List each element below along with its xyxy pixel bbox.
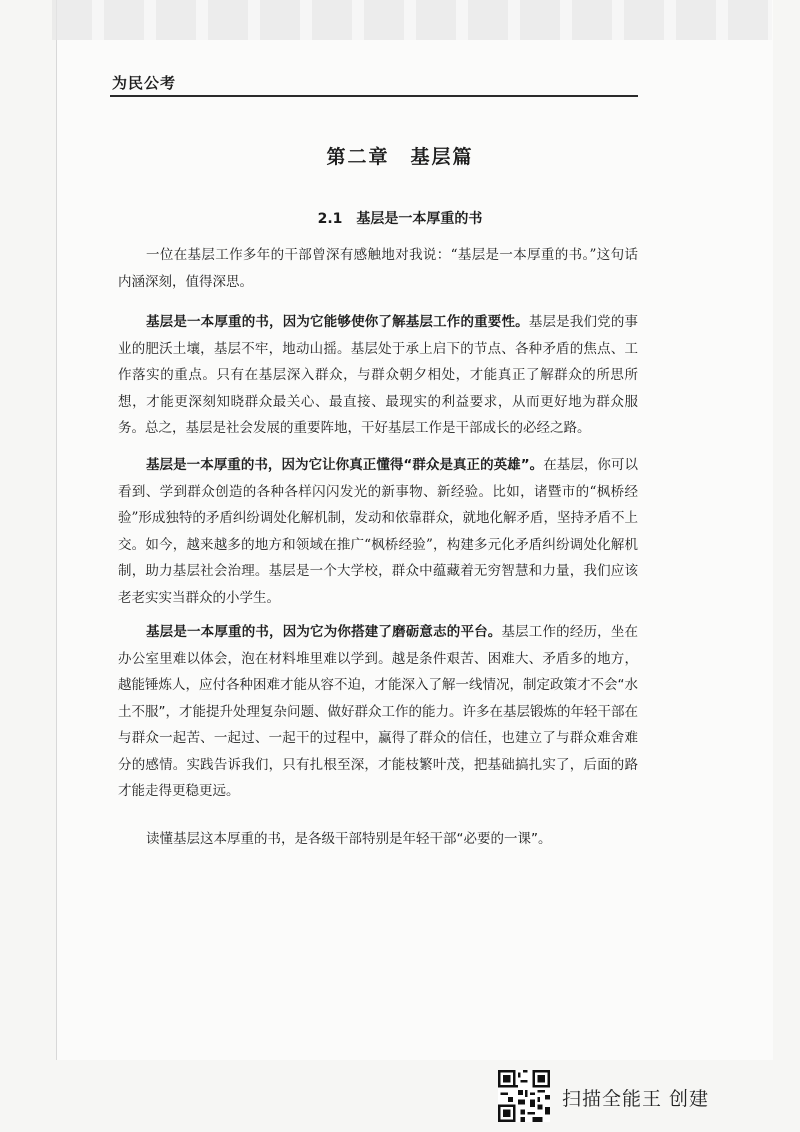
paragraph-willpower-body: 基层工作的经历，坐在办公室里难以体会，泡在材料堆里难以学到。越是条件艰苦、困难大、矛盾多的地方，越能锤炼人，应付各种困难才能从容不迫，才能深入了解一线情况，制定政策才不会“水土不服”，才能提升处理复杂问题、做好群众工作的能力。许多在基层锻炼的年轻干部在与群众一起苦、一起过、一起干的过程中，赢得了群众的信任，也建立了与群众难舍难分的感情。实践告诉我们，只有扎根至深，才能枝繁叶茂，把基础搞扎实了，后面的路才能走得更稳更远。 [118,624,639,799]
paragraph-importance-body: 基层是我们党的事业的肥沃土壤，基层不牢，地动山摇。基层处于承上启下的节点、各种矛盾的焦点、工作落实的重点。只有在基层深入群众，与群众朝夕相处，才能真正了解群众的所思所想，才能更深刻知晓群众最关心、最直接、最现实的利益要求，从而更好地为群众服务。总之，基层是社会发展的重要阵地，干好基层工作是干部成长的必经之路。 [118,314,639,436]
paragraph-heroes [118,452,638,611]
paragraph-heroes-lead: 基层是一本厚重的书，因为它让你真正懂得“群众是真正的英雄”。 [146,457,544,473]
paragraph-importance-lead: 基层是一本厚重的书，因为它能够使你了解基层工作的重要性。 [146,314,529,330]
running-head: 为民公考 [112,74,177,92]
paragraph-conclusion: 读懂基层这本厚重的书，是各级干部特别是年轻干部“必要的一课”。 [146,831,552,847]
chapter-title: 第二章 基层篇 [326,146,474,168]
scanner-watermark: 扫描全能王 创建 [562,1088,710,1110]
paragraph-intro: 一位在基层工作多年的干部曾深有感触地对我说：“基层是一本厚重的书。”这句话内涵深刻，值得深思。 [118,247,638,290]
qr-code-icon [498,1070,550,1122]
paragraph-importance [118,309,638,442]
top-edge-bleed [52,0,772,40]
paragraph-heroes-body: 在基层，你可以看到、学到群众创造的各种各样闪闪发光的新事物、新经验。比如，诸暨市的“枫桥经验”形成独特的矛盾纠纷调处化解机制，发动和依靠群众，就地化解矛盾，坚持矛盾不上交。如今，越来越多的地方和领域在推广“枫桥经验”，构建多元化矛盾纠纷调处化解机制，助力基层社会治理。基层是一个大学校，群众中蕴藏着无穷智慧和力量，我们应该老老实实当群众的小学生。 [118,457,638,606]
section-title: 2.1 基层是一本厚重的书 [317,211,483,227]
header-rule [110,95,638,97]
paragraph-willpower-lead: 基层是一本厚重的书，因为它为你搭建了磨砺意志的平台。 [146,624,502,640]
paragraph-willpower [118,619,638,805]
